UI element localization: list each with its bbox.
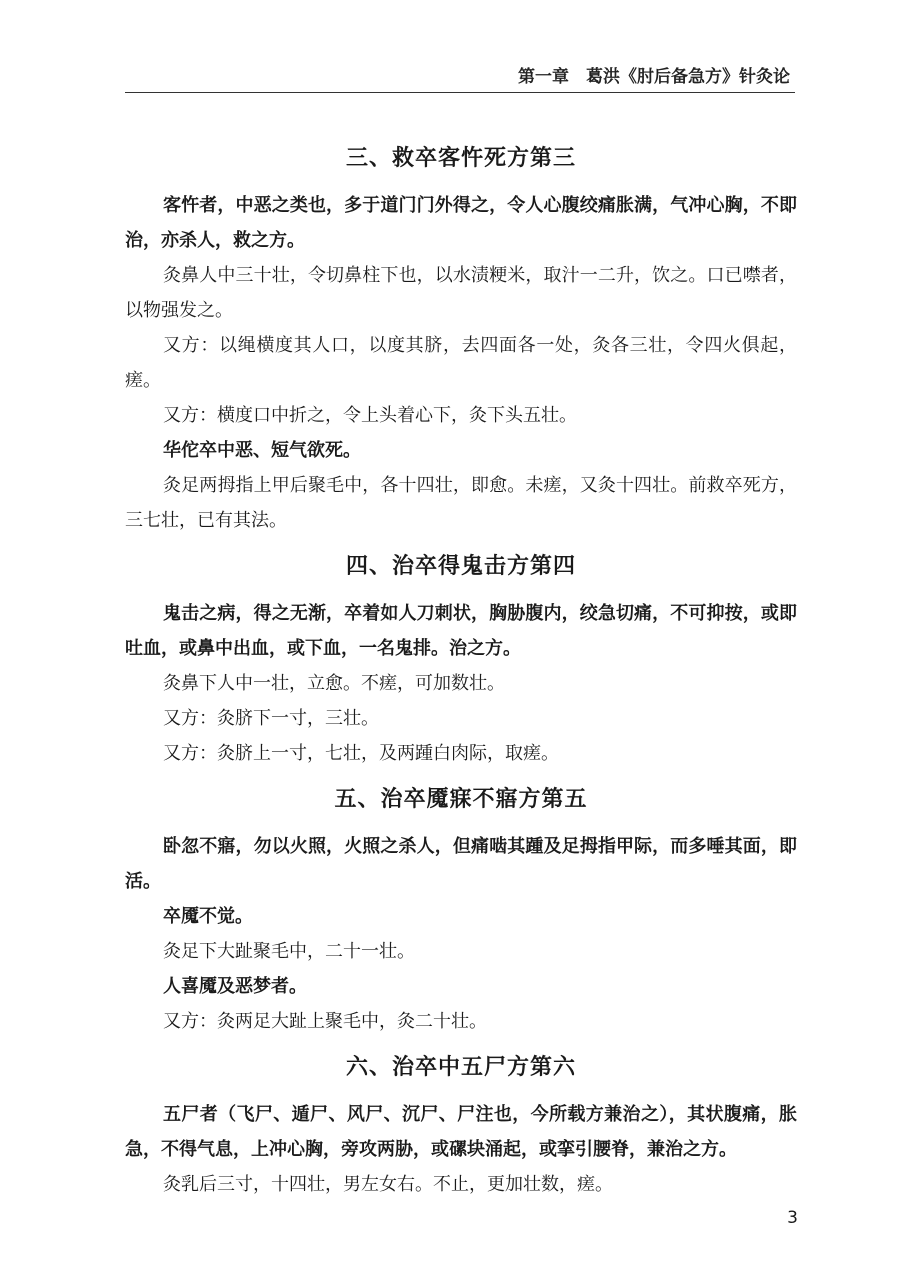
running-header: 第一章 葛洪《肘后备急方》针灸论 [518,67,790,87]
page-number: 3 [787,1208,798,1228]
paragraph: 鬼击之病，得之无渐，卒着如人刀刺状，胸胁腹内，绞急切痛，不可抑按，或即吐血，或鼻中出血，或下血，一名鬼排。治之方。 [125,603,797,659]
paragraph: 客忤者，中恶之类也，多于道门门外得之，令人心腹绞痛胀满，气冲心胸，不即治，亦杀人，救之方。 [125,195,797,251]
paragraph: 灸鼻下人中一壮，立愈。不瘥，可加数壮。 [163,673,505,694]
section [125,548,797,771]
paragraph: 卧忽不寤，勿以火照，火照之杀人，但痛啮其踵及足拇指甲际，而多唾其面，即活。 [125,836,797,892]
section-title: 五、治卒魇寐不寤方第五 [334,786,588,812]
header-rule [125,92,795,93]
paragraph: 五尸者（飞尸、遁尸、风尸、沉尸、尸注也，今所载方兼治之），其状腹痛，胀急，不得气息，上冲心胸，旁攻两胁，或磥块涌起，或挛引腰脊，兼治之方。 [125,1104,797,1160]
section [125,781,797,1039]
paragraph: 卒魇不觉。 [163,906,253,927]
paragraph: 又方：以绳横度其人口，以度其脐，去四面各一处，灸各三壮，令四火俱起，瘥。 [125,335,797,391]
paragraph: 华佗卒中恶、短气欲死。 [163,440,361,461]
paragraph: 又方：灸脐下一寸，三壮。 [163,708,379,729]
paragraph: 人喜魇及恶梦者。 [163,976,307,997]
section-title: 六、治卒中五尸方第六 [345,1054,576,1080]
section-title: 三、救卒客忤死方第三 [345,145,576,171]
paragraph: 又方：灸脐上一寸，七壮，及两踵白肉际，取瘥。 [163,743,559,764]
paragraph: 又方：横度口中折之，令上头着心下，灸下头五壮。 [163,405,577,426]
paragraph: 灸鼻人中三十壮，令切鼻柱下也，以水渍粳米，取汁一二升，饮之。口已噤者，以物强发之。 [125,265,797,321]
section [125,1049,797,1202]
paragraph: 又方：灸两足大趾上聚毛中，灸二十壮。 [163,1011,487,1032]
paragraph: 灸乳后三寸，十四壮，男左女右。不止，更加壮数，瘥。 [163,1174,613,1195]
section [125,140,797,538]
section-title: 四、治卒得鬼击方第四 [345,553,576,579]
page-content [125,140,797,1202]
paragraph: 灸足两拇指上甲后聚毛中，各十四壮，即愈。未瘥，又灸十四壮。前救卒死方，三七壮，已有其法。 [125,475,797,531]
paragraph: 灸足下大趾聚毛中，二十一壮。 [163,941,415,962]
